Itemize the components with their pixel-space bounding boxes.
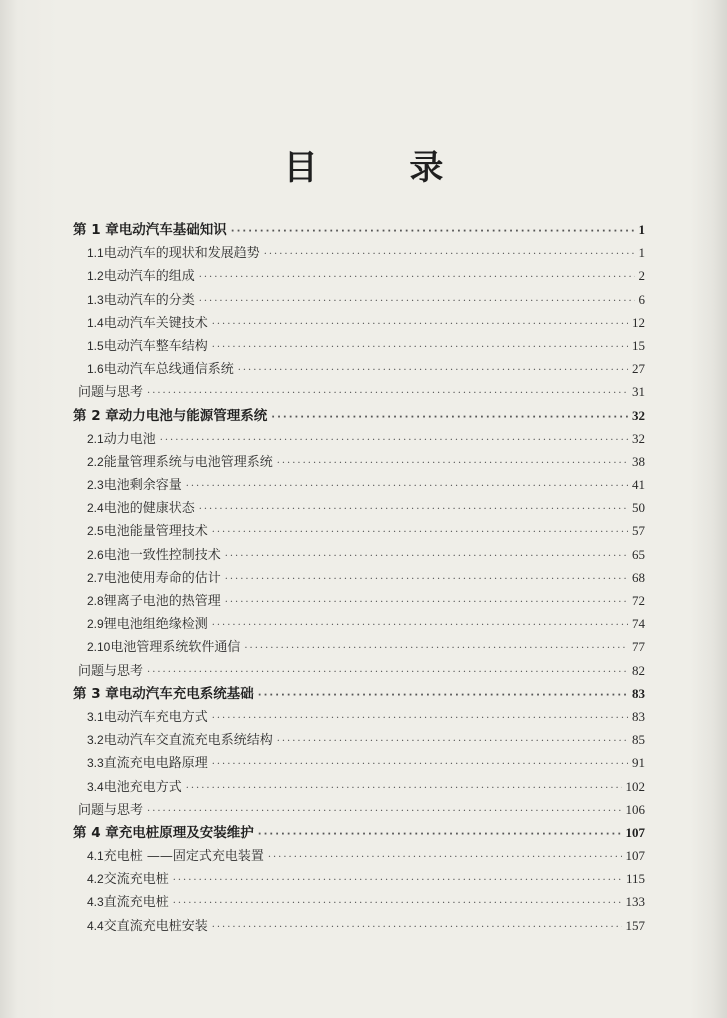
toc-leader-dots	[212, 707, 628, 728]
toc-entry-label: 动力电池	[103, 431, 156, 447]
toc-entry-number: 2.2	[87, 454, 104, 469]
toc-leader-dots	[277, 452, 628, 473]
toc-entry-number: 第 1 章	[73, 222, 119, 238]
toc-section-row[interactable]	[73, 264, 645, 287]
toc-entry-number: 2.5	[87, 524, 104, 539]
toc-chapter-row[interactable]	[73, 218, 645, 241]
toc-page-number: 50	[632, 500, 645, 516]
toc-page-number: 74	[632, 616, 645, 632]
toc-entry-label: 电动汽车的现状和发展趋势	[103, 246, 260, 262]
toc-entry-label: 电池能量管理技术	[103, 524, 208, 540]
toc-leader-dots	[199, 290, 635, 311]
toc-entry-number: 3.3	[87, 756, 104, 771]
toc-section-row[interactable]	[73, 728, 645, 751]
toc-leader-dots	[258, 823, 622, 844]
toc-leader-dots	[258, 684, 628, 705]
toc-section-row[interactable]	[73, 775, 645, 798]
toc-entry-number: 1.5	[87, 338, 104, 353]
toc-page-number: 83	[632, 708, 645, 724]
toc-chapter-row[interactable]	[73, 682, 645, 705]
toc-entry-label: 电池的健康状态	[103, 501, 195, 517]
toc-page-number: 82	[632, 662, 645, 678]
toc-leader-dots	[199, 498, 628, 519]
toc-entry-label: 锂电池组绝缘检测	[103, 617, 208, 633]
toc-section-row[interactable]	[73, 890, 645, 913]
toc-entry-label: 动力电池与能源管理系统	[118, 407, 268, 424]
toc-page-number: 68	[632, 569, 645, 585]
toc-entry-label: 能量管理系统与电池管理系统	[103, 454, 273, 470]
toc-leader-dots	[186, 777, 622, 798]
toc-entry-number: 2.6	[87, 547, 104, 562]
toc-page-number: 106	[625, 801, 645, 817]
toc-leader-dots	[160, 429, 628, 450]
toc-entry-number: 1.3	[87, 292, 104, 307]
toc-qa-row[interactable]	[73, 798, 645, 821]
toc-section-row[interactable]	[73, 751, 645, 774]
toc-section-row[interactable]	[73, 867, 645, 890]
toc-section-row[interactable]	[73, 612, 645, 635]
toc-leader-dots	[225, 591, 628, 612]
toc-section-row[interactable]	[73, 357, 645, 380]
toc-page-number: 77	[632, 639, 645, 655]
toc-entry-number: 2.3	[87, 478, 104, 493]
toc-leader-dots	[186, 475, 628, 496]
toc-entry-label: 电动汽车的组成	[103, 269, 195, 285]
toc-entry-label: 电动汽车总线通信系统	[103, 362, 234, 378]
toc-leader-dots	[147, 661, 628, 682]
toc-leader-dots	[212, 336, 628, 357]
toc-section-row[interactable]	[73, 241, 645, 264]
toc-entry-label: 电池充电方式	[103, 779, 182, 795]
toc-entry-number: 2.9	[87, 617, 104, 632]
toc-chapter-row[interactable]	[73, 404, 645, 427]
toc-page-number: 1	[638, 245, 645, 261]
toc-page-number: 2	[638, 268, 645, 284]
toc-section-row[interactable]	[73, 288, 645, 311]
toc-page-number: 32	[632, 407, 645, 423]
toc-chapter-row[interactable]	[73, 821, 645, 844]
toc-entry-number: 第 3 章	[73, 685, 119, 702]
toc-section-row[interactable]	[73, 427, 645, 450]
toc-entry-number: 3.4	[87, 779, 104, 794]
toc-entry-number: 1.2	[87, 269, 104, 284]
toc-entry-label: 电动汽车交直流充电系统结构	[103, 733, 273, 749]
toc-leader-dots	[268, 846, 622, 867]
toc-section-row[interactable]	[73, 543, 645, 566]
toc-section-row[interactable]	[73, 519, 645, 542]
toc-entry-label: 电动汽车整车结构	[103, 338, 208, 354]
toc-entry-label: 电动汽车的分类	[103, 292, 195, 308]
toc-entry-number: 1.1	[87, 246, 104, 261]
toc-leader-dots	[277, 730, 628, 751]
toc-entry-number: 2.8	[87, 594, 104, 608]
toc-section-row[interactable]	[73, 589, 645, 612]
toc-leader-dots	[264, 243, 635, 264]
toc-page-number: 1	[638, 222, 645, 237]
toc-entry-label: 电池使用寿命的估计	[103, 570, 221, 586]
toc-entry-number: 1.6	[87, 362, 104, 377]
toc-entry-label: 直流充电桩	[103, 895, 169, 911]
toc-entry-number: 第 4 章	[73, 824, 119, 841]
toc-section-row[interactable]	[73, 914, 645, 937]
toc-page-number: 85	[632, 732, 645, 748]
toc-leader-dots	[231, 220, 635, 241]
toc-entry-label: 充电桩原理及安装维护	[118, 824, 254, 841]
toc-page-number: 31	[632, 384, 645, 400]
toc-entry-number: 4.3	[87, 895, 104, 910]
toc-leader-dots	[199, 266, 635, 287]
toc-entry-number: 4.1	[87, 849, 104, 864]
toc-page-number: 102	[625, 778, 645, 794]
toc-leader-dots	[212, 753, 628, 774]
toc-page-number: 115	[625, 871, 645, 887]
toc-leader-dots	[173, 869, 622, 890]
toc-leader-dots	[244, 637, 628, 658]
toc-section-row[interactable]	[73, 334, 645, 357]
toc-page-number: 107	[625, 824, 645, 840]
toc-entry-number: 2.1	[87, 431, 104, 446]
toc-entry-number: 3.2	[87, 733, 104, 748]
toc-section-row[interactable]	[73, 844, 645, 867]
toc-leader-dots	[173, 892, 622, 913]
toc-page-number: 6	[638, 291, 645, 307]
toc-section-row[interactable]	[73, 705, 645, 728]
toc-entry-label: 电池剩余容量	[103, 478, 182, 494]
toc-entry-number: 2.7	[87, 570, 104, 585]
toc-page-number: 133	[625, 894, 645, 910]
toc-page-number: 15	[632, 337, 645, 353]
toc-leader-dots	[238, 359, 628, 380]
toc-entry-number: 1.4	[87, 315, 104, 330]
toc-section-row[interactable]	[73, 635, 645, 658]
toc-section-row[interactable]	[73, 311, 645, 334]
toc-page-number: 32	[632, 430, 645, 446]
toc-entry-label: 问题与思考	[78, 802, 144, 818]
toc-entry-label: 交流充电桩	[103, 872, 169, 888]
toc-page-number: 38	[632, 453, 645, 469]
toc-page-number: 72	[632, 593, 645, 608]
toc-leader-dots	[147, 382, 628, 403]
toc-entry-label: 电动汽车充电系统基础	[118, 685, 254, 702]
toc-leader-dots	[147, 800, 621, 821]
toc-leader-dots	[225, 568, 628, 589]
toc-entry-label: 问题与思考	[78, 385, 144, 401]
toc-entry-label: 锂离子电池的热管理	[103, 594, 221, 609]
toc-entry-number: 2.10	[87, 640, 111, 655]
toc-entry-number: 4.4	[87, 918, 104, 933]
toc-section-row[interactable]	[73, 496, 645, 519]
toc-page-number: 12	[632, 314, 645, 330]
toc-entry-number: 2.4	[87, 501, 104, 516]
toc-page-number: 57	[632, 523, 645, 539]
toc-leader-dots	[212, 313, 628, 334]
toc-entry-label: 直流充电电路原理	[103, 756, 208, 772]
toc-entry-label: 问题与思考	[78, 663, 144, 679]
toc-page-number: 41	[632, 477, 645, 493]
toc-leader-dots	[212, 916, 622, 937]
toc-leader-dots	[212, 614, 628, 635]
toc-leader-dots	[271, 406, 628, 427]
toc-entry-label: 电动汽车基础知识	[118, 222, 227, 238]
toc-qa-row[interactable]	[73, 659, 645, 682]
toc-entry-number: 4.2	[87, 872, 104, 887]
toc-page-number: 27	[632, 361, 645, 377]
toc-page-number: 157	[625, 917, 645, 933]
toc-section-row[interactable]	[73, 566, 645, 589]
table-of-contents	[73, 218, 645, 937]
toc-entry-label: 电池管理系统软件通信	[110, 640, 241, 656]
toc-entry-number: 3.1	[87, 709, 104, 724]
toc-entry-label: 电池一致性控制技术	[103, 547, 221, 563]
toc-entry-label: 电动汽车充电方式	[103, 709, 208, 725]
toc-leader-dots	[225, 545, 628, 566]
toc-entry-label: 交直流充电桩安装	[103, 918, 208, 934]
toc-entry-number: 第 2 章	[73, 407, 119, 424]
toc-page-number: 65	[632, 546, 645, 562]
toc-section-row[interactable]	[73, 450, 645, 473]
toc-entry-label: 充电桩 ——固定式充电装置	[103, 849, 264, 865]
toc-page-number: 91	[632, 755, 645, 771]
toc-page-number: 83	[632, 685, 645, 701]
toc-section-row[interactable]	[73, 473, 645, 496]
toc-entry-label: 电动汽车关键技术	[103, 315, 208, 331]
toc-qa-row[interactable]	[73, 380, 645, 403]
page-title: 目 录	[283, 148, 484, 188]
toc-page-number: 107	[625, 848, 645, 864]
toc-leader-dots	[212, 521, 628, 542]
